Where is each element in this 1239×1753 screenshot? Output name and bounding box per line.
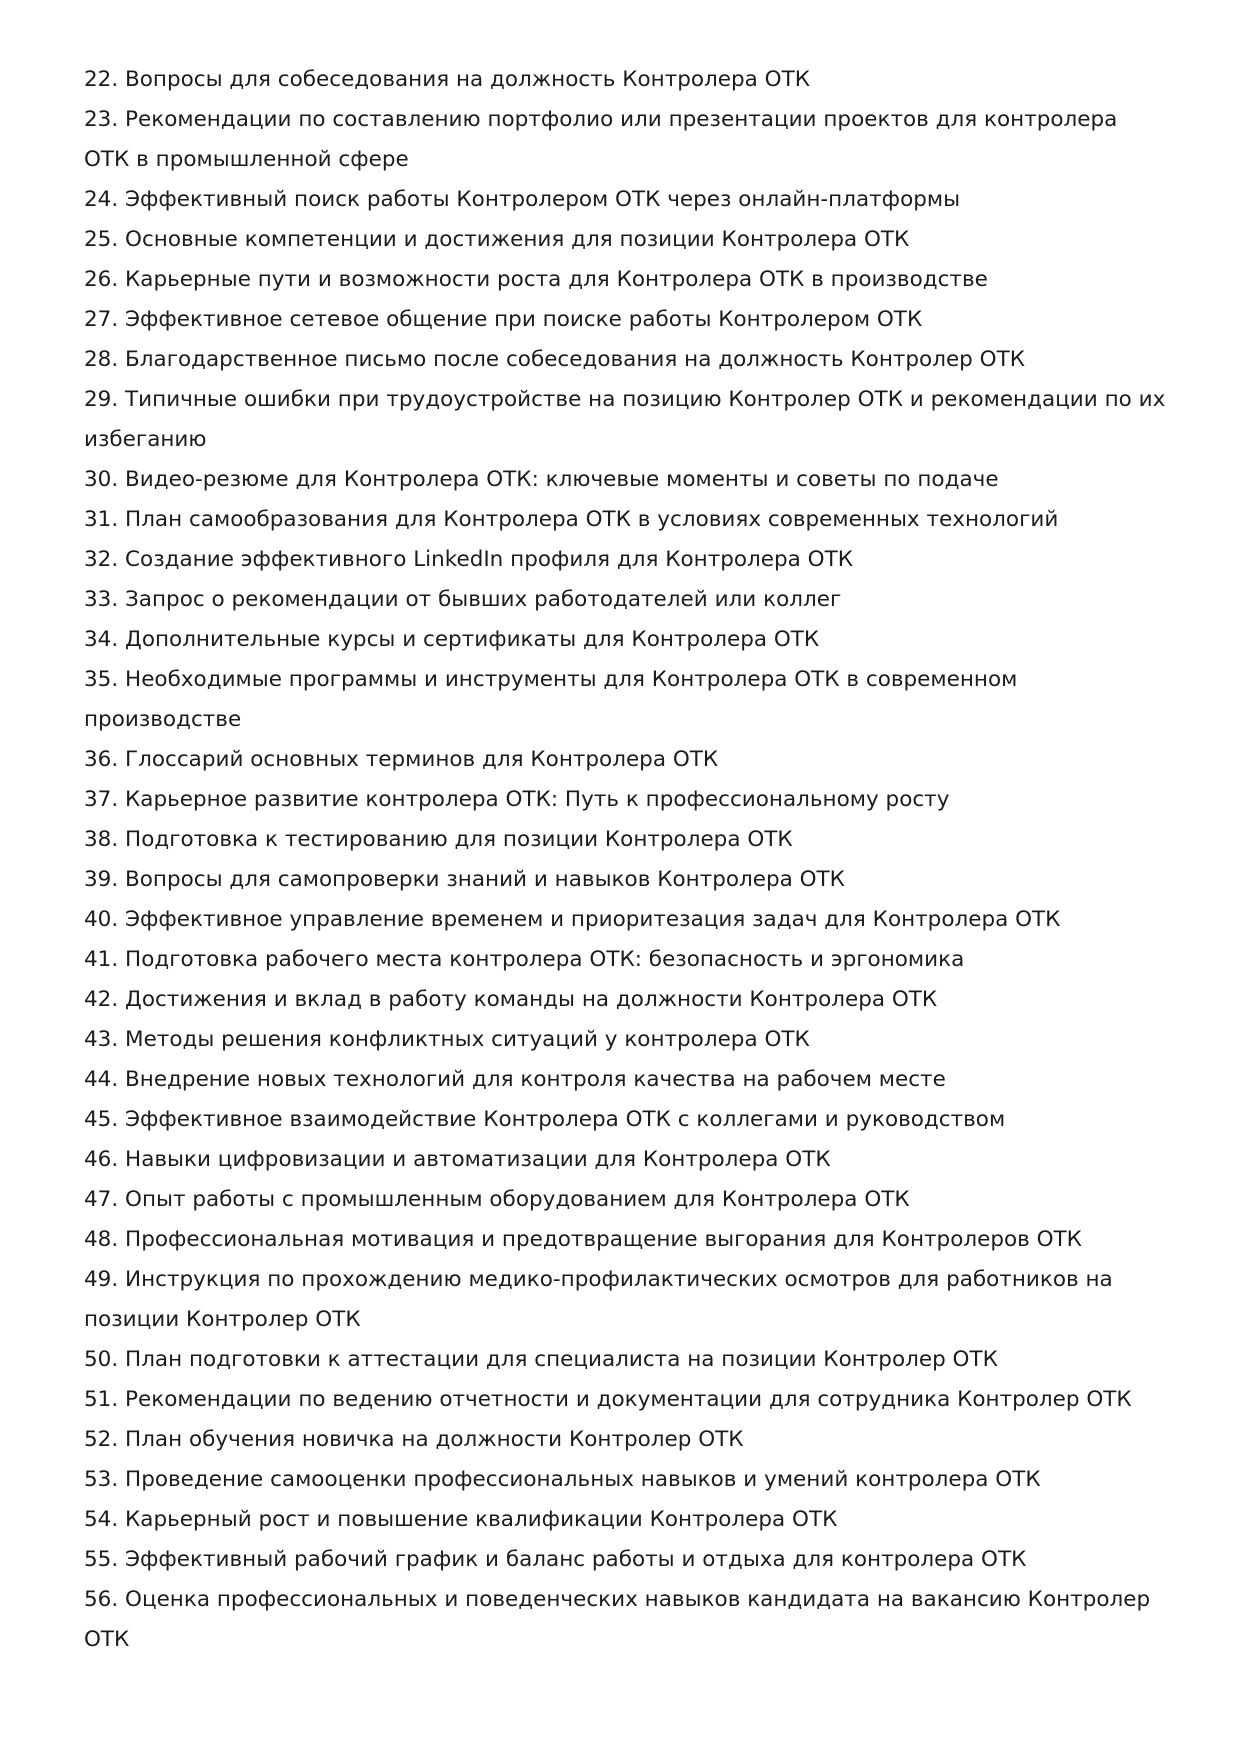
list-item: 48. Профессиональная мотивация и предотвращение выгорания для Контролеров ОТК — [84, 1227, 1082, 1252]
list-item: 22. Вопросы для собеседования на должность Контролера ОТК — [84, 67, 810, 92]
list-item: 33. Запрос о рекомендации от бывших работодателей или коллег — [84, 587, 842, 612]
list-item: 31. План самообразования для Контролера ОТК в условиях современных технологий — [84, 507, 1059, 532]
list-item: 43. Методы решения конфликтных ситуаций у контролера ОТК — [84, 1027, 810, 1052]
list-item: 56. Оценка профессиональных и поведенческих навыков кандидата на вакансию Контролер ОТК — [84, 1587, 1151, 1652]
list-item: 45. Эффективное взаимодействие Контролера ОТК с коллегами и руководством — [84, 1107, 1006, 1132]
list-item: 47. Опыт работы с промышленным оборудованием для Контролера ОТК — [84, 1187, 910, 1212]
list-item: 32. Создание эффективного LinkedIn профиля для Контролера ОТК — [84, 547, 853, 572]
list-item: 46. Навыки цифровизации и автоматизации для Контролера ОТК — [84, 1147, 831, 1172]
list-item: 23. Рекомендации по составлению портфолио или презентации проектов для контролера ОТК в промышленной сфере — [84, 107, 1118, 172]
list-item: 26. Карьерные пути и возможности роста для Контролера ОТК в производстве — [84, 267, 988, 292]
list-item: 41. Подготовка рабочего места контролера ОТК: безопасность и эргономика — [84, 947, 965, 972]
list-item: 55. Эффективный рабочий график и баланс работы и отдыха для контролера ОТК — [84, 1547, 1027, 1572]
list-item: 28. Благодарственное письмо после собеседования на должность Контролер ОТК — [84, 347, 1025, 372]
list-item: 49. Инструкция по прохождению медико-профилактических осмотров для работников на позиции Контролер ОТК — [84, 1267, 1113, 1332]
topic-list — [84, 60, 1169, 1660]
list-item: 36. Глоссарий основных терминов для Контролера ОТК — [84, 747, 719, 772]
list-item: 50. План подготовки к аттестации для специалиста на позиции Контролер ОТК — [84, 1347, 998, 1372]
list-item: 40. Эффективное управление временем и приоритезация задач для Контролера ОТК — [84, 907, 1061, 932]
list-item: 37. Карьерное развитие контролера ОТК: Путь к профессиональному росту — [84, 787, 950, 812]
list-item: 34. Дополнительные курсы и сертификаты для Контролера ОТК — [84, 627, 820, 652]
list-item: 38. Подготовка к тестированию для позиции Контролера ОТК — [84, 827, 793, 852]
list-item: 30. Видео-резюме для Контролера ОТК: ключевые моменты и советы по подаче — [84, 467, 999, 492]
document-page — [84, 60, 1169, 1660]
list-item: 51. Рекомендации по ведению отчетности и документации для сотрудника Контролер ОТК — [84, 1387, 1132, 1412]
list-item: 42. Достижения и вклад в работу команды на должности Контролера ОТК — [84, 987, 938, 1012]
list-item: 44. Внедрение новых технологий для контроля качества на рабочем месте — [84, 1067, 946, 1092]
list-item: 39. Вопросы для самопроверки знаний и навыков Контролера ОТК — [84, 867, 845, 892]
list-item: 52. План обучения новичка на должности Контролер ОТК — [84, 1427, 744, 1452]
list-item: 29. Типичные ошибки при трудоустройстве на позицию Контролер ОТК и рекомендации по их избеганию — [84, 387, 1166, 452]
list-item: 25. Основные компетенции и достижения для позиции Контролера ОТК — [84, 227, 910, 252]
list-item: 54. Карьерный рост и повышение квалификации Контролера ОТК — [84, 1507, 838, 1532]
list-item: 27. Эффективное сетевое общение при поиске работы Контролером ОТК — [84, 307, 923, 332]
list-item: 24. Эффективный поиск работы Контролером ОТК через онлайн-платформы — [84, 187, 961, 212]
list-item: 35. Необходимые программы и инструменты для Контролера ОТК в современном производстве — [84, 667, 1018, 732]
list-item: 53. Проведение самооценки профессиональных навыков и умений контролера ОТК — [84, 1467, 1041, 1492]
